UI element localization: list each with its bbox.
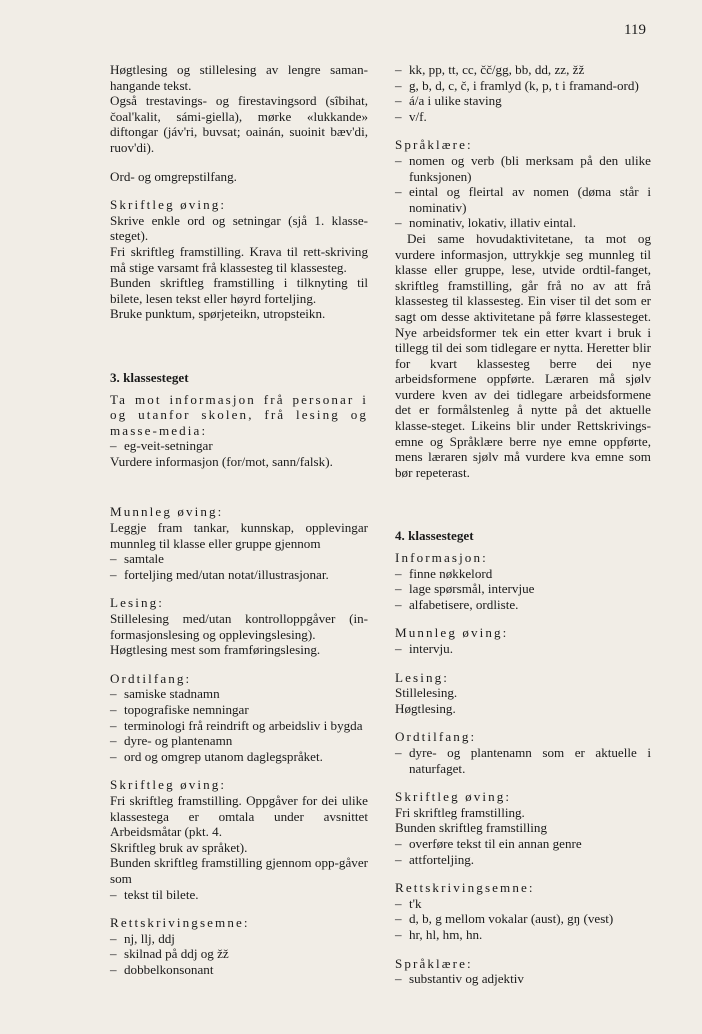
list-item: – dyre- og plantenamn — [110, 733, 233, 749]
list-item: – v/f. — [395, 108, 427, 124]
vocabulary-note: Ord- og omgrepstilfang. — [110, 168, 237, 184]
section-subheading: Språklære: — [395, 955, 473, 971]
list-item: – á/a i ulike staving — [395, 93, 502, 109]
text-line: Stillelesing med/utan kontrolloppgåver (in-formasjonslesing og opplevingslesing). — [110, 611, 368, 642]
text-line: Høgtlesing mest som framføringslesing. — [110, 642, 321, 658]
list-item: – lage spørsmål, intervjue — [395, 581, 535, 597]
section-subheading: Informasjon: — [395, 550, 488, 566]
list-item: – terminologi frå reindrift og arbeidsliv i bygda — [110, 717, 363, 733]
text-line: Fri skriftleg framstilling. — [395, 804, 525, 820]
section-subheading: Skriftleg øving: — [395, 789, 512, 805]
list-item: – nomen og verb (bli merksam på den ulike funksjonen) — [395, 152, 651, 184]
list-item: – t'k — [395, 895, 422, 911]
list-item: – samiske stadnamn — [110, 686, 220, 702]
page-number: 119 — [624, 22, 646, 38]
list-item: – nj, llj, ddj — [110, 930, 175, 946]
section-subheading: Munnleg øving: — [395, 625, 509, 641]
text-line: Stillelesing. — [395, 685, 458, 701]
text-line: Bunden skriftleg framstilling — [395, 820, 548, 836]
list-item: – skilnad på ddj og žž — [110, 946, 229, 962]
text-line: Bunden skriftleg framstilling i tilknyting til bilete, lesen tekst eller høyrd forteljing. — [110, 275, 368, 306]
section-subheading: Lesing: — [395, 669, 449, 685]
list-item: – d, b, g mellom vokalar (aust), gŋ (vest) — [395, 911, 614, 927]
list-item: – kk, pp, tt, cc, čč/gg, bb, dd, zz, žž — [395, 62, 585, 77]
section-subheading: Rettskrivingsemne: — [110, 915, 250, 931]
text-line: Bunden skriftleg framstilling gjennom opp-gåver som — [110, 855, 368, 886]
list-item: – eintal og fleirtal av nomen (døma står i nominativ) — [395, 184, 651, 215]
list-item: – alfabetisere, ordliste. — [395, 596, 519, 612]
text-line: Skriftleg bruk av språket). — [110, 839, 248, 855]
text-line: Leggje fram tankar, kunnskap, opplevingar munnleg til klasse eller gruppe gjennom — [110, 520, 368, 551]
section-subheading: Skriftleg øving: — [110, 777, 227, 793]
list-item: – hr, hl, hm, hn. — [395, 926, 483, 942]
intro-paragraph: Også trestavings- og firestavingsord (sîbihat, čoal'kalit, sámi-giella), mørke «lukkande» diftongar (jáv'ri, buvsat; oainán, suoinit bæv'di, ruov'di). — [110, 93, 368, 155]
text-line: Høgtlesing. — [395, 700, 456, 716]
section-subheading: Ordtilfang: — [395, 729, 477, 745]
text-line: Fri skriftleg framstilling. Oppgåver for dei ulike klassestega er omtala under avsnittet Arbeidsmåtar (pkt. 4. — [110, 792, 368, 840]
list-item: – ord og omgrep utanom daglegspråket. — [110, 748, 323, 764]
list-item: – substantiv og adjektiv — [395, 971, 524, 987]
list-item: – g, b, d, c, č, i framlyd (k, p, t i framand-ord) — [395, 77, 639, 93]
section-subheading: Lesing: — [110, 595, 164, 611]
text-line: Bruke punktum, spørjeteikn, utropsteikn. — [110, 306, 326, 322]
list-item: – dyre- og plantenamn som er aktuelle i naturfaget. — [395, 744, 651, 776]
list-item: – finne nøkkelord — [395, 565, 493, 581]
text-line: Skrive enkle ord og setningar (sjå 1. klasse-steget). — [110, 212, 368, 244]
section-subheading: Rettskrivingsemne: — [395, 880, 535, 896]
list-item: – forteljing med/utan notat/illustrasjonar. — [110, 566, 329, 582]
list-item: – dobbelkonsonant — [110, 961, 214, 977]
right-column — [395, 62, 651, 987]
list-item: – attforteljing. — [395, 851, 475, 867]
body-paragraph: Dei same hovudaktivitetane, ta mot og vurdere informasjon, uttrykkje seg munnleg til klasse eller gruppe, lese, utvide ordtil-fanget, skriftleg framstilling, går frå no av att frå klassesteg til klassesteg. Ein viser til det som er sagt om desse aktivitetane på førre klassesteget. Nye arbeidsformer tek ein etter kvart i bruk i tillegg til dei som tidlegare er nytta. Heretter blir for kvart klassesteg berre dei nye arbeidsformene oppførte. Læraren må sjølv vurdere kven av dei tidlegare arbeidsformene det er formålstenleg å nytte på det aktuelle klasse-steget. Likeins blir under Rettskrivings-emne og Språklære berre nye emne oppførte, mens læraren sjølv må vurdere kva emne som bør repeterast. — [395, 230, 651, 480]
section-subheading: Ta mot informasjon frå personar i og utanfor skolen, frå lesing og masse-media: — [110, 391, 368, 438]
list-item: – samtale — [110, 551, 164, 567]
text-line: Vurdere informasjon (for/mot, sann/falsk). — [110, 453, 333, 469]
section-heading: 4. klassesteget — [395, 528, 474, 544]
text-line: Fri skriftleg framstilling. Krava til rett-skriving må stige varsamt frå klassesteg til klassesteg. — [110, 243, 368, 275]
intro-paragraph: Høgtlesing og stillelesing av lengre saman-hangande tekst. — [110, 62, 368, 93]
list-item: – eg-veit-setningar — [110, 438, 213, 454]
list-item: – topografiske nemningar — [110, 702, 249, 717]
section-subheading: Ordtilfang: — [110, 670, 192, 686]
section-subheading: Skriftleg øving: — [110, 197, 227, 213]
section-subheading: Språklære: — [395, 137, 473, 153]
list-item: – overføre tekst til ein annan genre — [395, 835, 582, 851]
list-item: – tekst til bilete. — [110, 886, 199, 902]
section-heading: 3. klassesteget — [110, 369, 189, 385]
section-subheading: Munnleg øving: — [110, 504, 224, 520]
list-item: – nominativ, lokativ, illativ eintal. — [395, 215, 577, 231]
left-column — [110, 62, 368, 978]
list-item: – intervju. — [395, 641, 453, 656]
